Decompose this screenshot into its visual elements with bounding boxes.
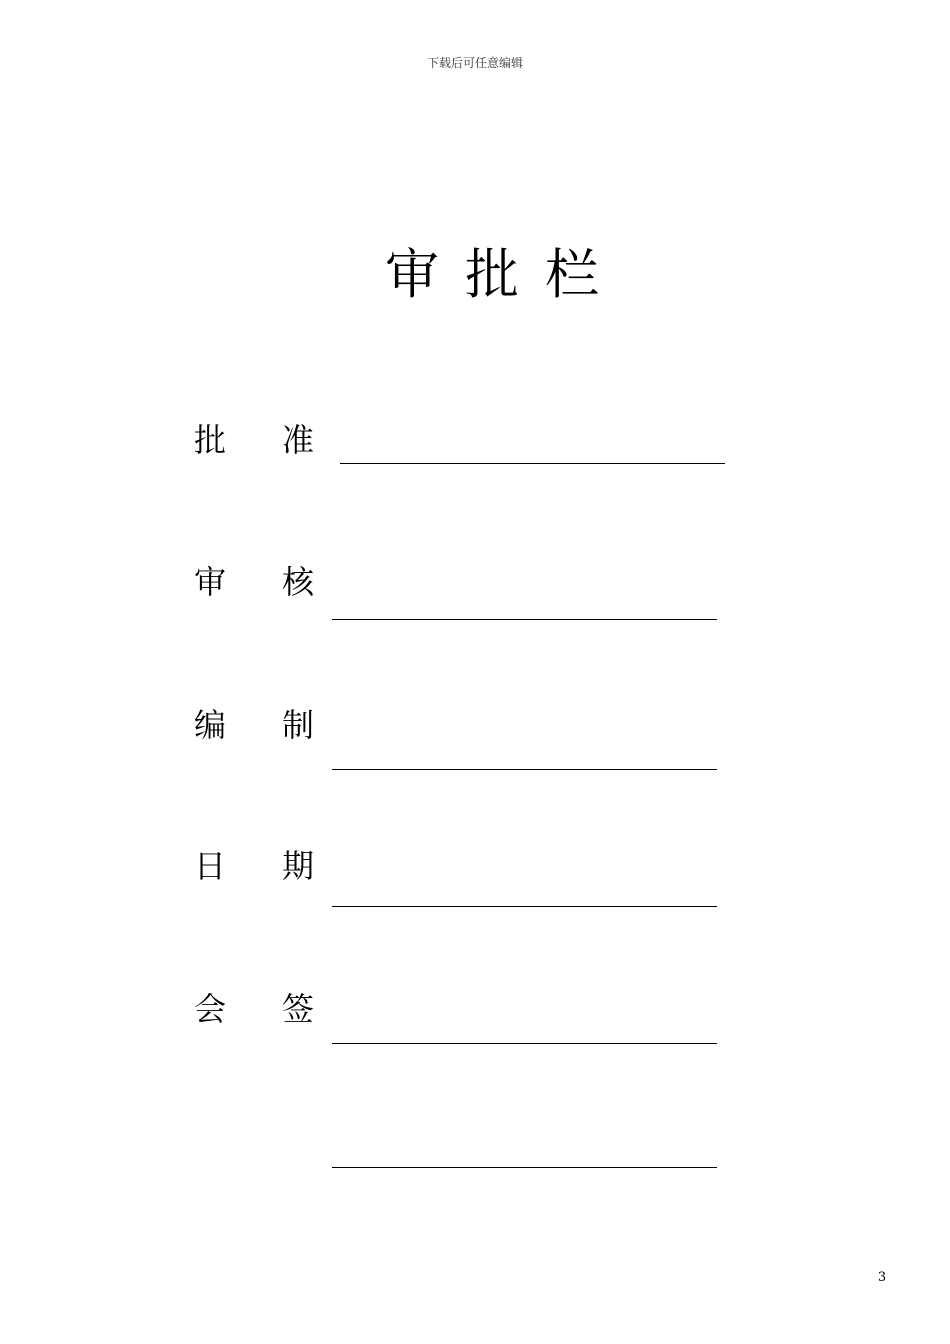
field-label-countersign [194,987,334,1031]
page-number: 3 [877,1270,887,1285]
header-note: 下载后可任意编辑 [426,56,523,70]
countersign-signature-line[interactable] [332,1043,717,1044]
field-label-prepare [194,703,334,747]
approve-signature-line[interactable] [340,463,725,464]
date-signature-line[interactable] [332,906,717,907]
field-label-char: 期 [282,847,315,885]
field-label-char: 会 [194,990,227,1028]
prepare-signature-line[interactable] [332,769,717,770]
field-label-char: 签 [282,990,315,1028]
field-label-char: 审 [194,563,227,601]
field-label-char: 核 [282,563,315,601]
field-label-char: 日 [194,847,227,885]
field-label-char: 准 [282,421,315,459]
field-label-char: 批 [194,421,227,459]
review-signature-line[interactable] [332,619,717,620]
field-label-date [194,844,334,888]
countersign-extra-line[interactable] [332,1167,717,1168]
field-label-char: 制 [282,706,315,744]
field-label-char: 编 [194,706,227,744]
field-label-approve [194,418,334,462]
page-title: 审批栏 [385,243,625,306]
field-label-review [194,560,334,604]
